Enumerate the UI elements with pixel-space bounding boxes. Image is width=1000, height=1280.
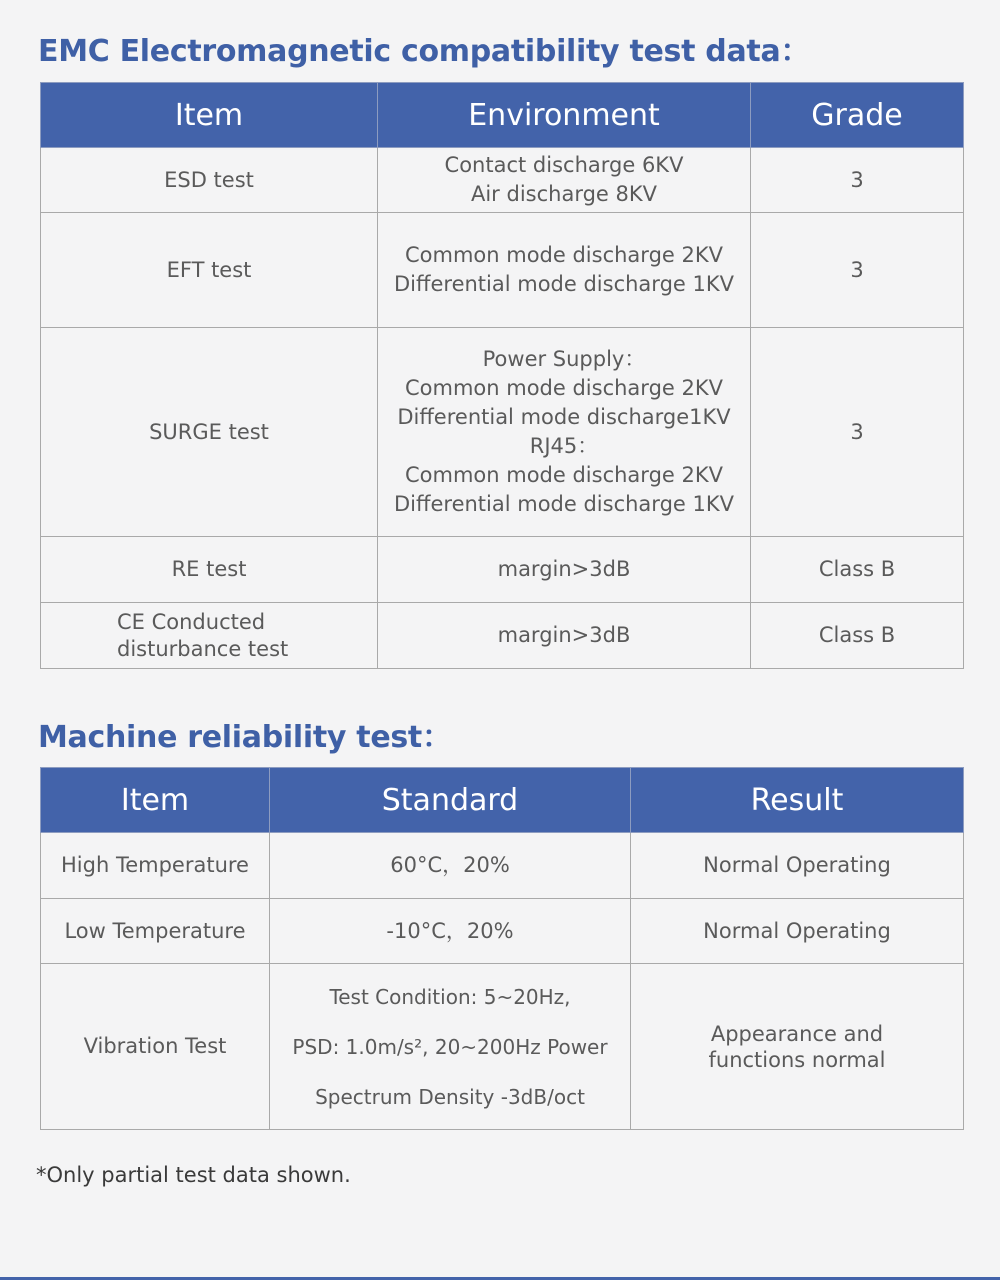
grade-cell: Class B bbox=[751, 537, 964, 603]
item-cell: EFT test bbox=[41, 213, 378, 328]
item-cell: High Temperature bbox=[41, 833, 270, 899]
table-row bbox=[41, 833, 964, 899]
footnote: *Only partial test data shown. bbox=[36, 1163, 351, 1187]
col-header-environment: Environment bbox=[378, 83, 751, 148]
environment-cell: Common mode discharge 2KV Differential mode discharge 1KV bbox=[378, 213, 751, 328]
grade-cell: 3 bbox=[751, 213, 964, 328]
emc-header-row bbox=[41, 83, 964, 148]
environment-cell: Power Supply： Common mode discharge 2KV Differential mode discharge1KV RJ45： Common mode discharge 2KV Differential mode discharge 1KV bbox=[378, 328, 751, 537]
reliability-heading: Machine reliability test： bbox=[38, 720, 452, 755]
table-row bbox=[41, 328, 964, 537]
col-header-standard: Standard bbox=[270, 768, 631, 833]
item-cell: SURGE test bbox=[41, 328, 378, 537]
item-cell: CE Conducted disturbance test bbox=[41, 603, 378, 669]
result-cell: Normal Operating bbox=[631, 833, 964, 899]
grade-cell: Class B bbox=[751, 603, 964, 669]
environment-cell: Contact discharge 6KV Air discharge 8KV bbox=[378, 148, 751, 213]
table-row bbox=[41, 964, 964, 1130]
standard-cell: Test Condition: 5~20Hz, PSD: 1.0m/s², 20~200Hz Power Spectrum Density -3dB/oct bbox=[270, 964, 631, 1130]
result-cell: Appearance and functions normal bbox=[631, 964, 964, 1130]
item-cell: RE test bbox=[41, 537, 378, 603]
col-header-result: Result bbox=[631, 768, 964, 833]
grade-cell: 3 bbox=[751, 148, 964, 213]
standard-cell: -10°C，20% bbox=[270, 899, 631, 964]
table-row bbox=[41, 148, 964, 213]
environment-cell: margin>3dB bbox=[378, 537, 751, 603]
table-row bbox=[41, 213, 964, 328]
table-row bbox=[41, 899, 964, 964]
reliability-table bbox=[40, 767, 964, 1130]
reliability-header-row bbox=[41, 768, 964, 833]
result-cell: Normal Operating bbox=[631, 899, 964, 964]
emc-table bbox=[40, 82, 964, 669]
col-header-grade: Grade bbox=[751, 83, 964, 148]
col-header-item: Item bbox=[41, 83, 378, 148]
environment-cell: margin>3dB bbox=[378, 603, 751, 669]
emc-heading: EMC Electromagnetic compatibility test data： bbox=[38, 34, 811, 69]
table-row bbox=[41, 537, 964, 603]
table-row bbox=[41, 603, 964, 669]
item-cell: Vibration Test bbox=[41, 964, 270, 1130]
item-cell: ESD test bbox=[41, 148, 378, 213]
standard-cell: 60°C，20% bbox=[270, 833, 631, 899]
col-header-item: Item bbox=[41, 768, 270, 833]
item-cell: Low Temperature bbox=[41, 899, 270, 964]
grade-cell: 3 bbox=[751, 328, 964, 537]
